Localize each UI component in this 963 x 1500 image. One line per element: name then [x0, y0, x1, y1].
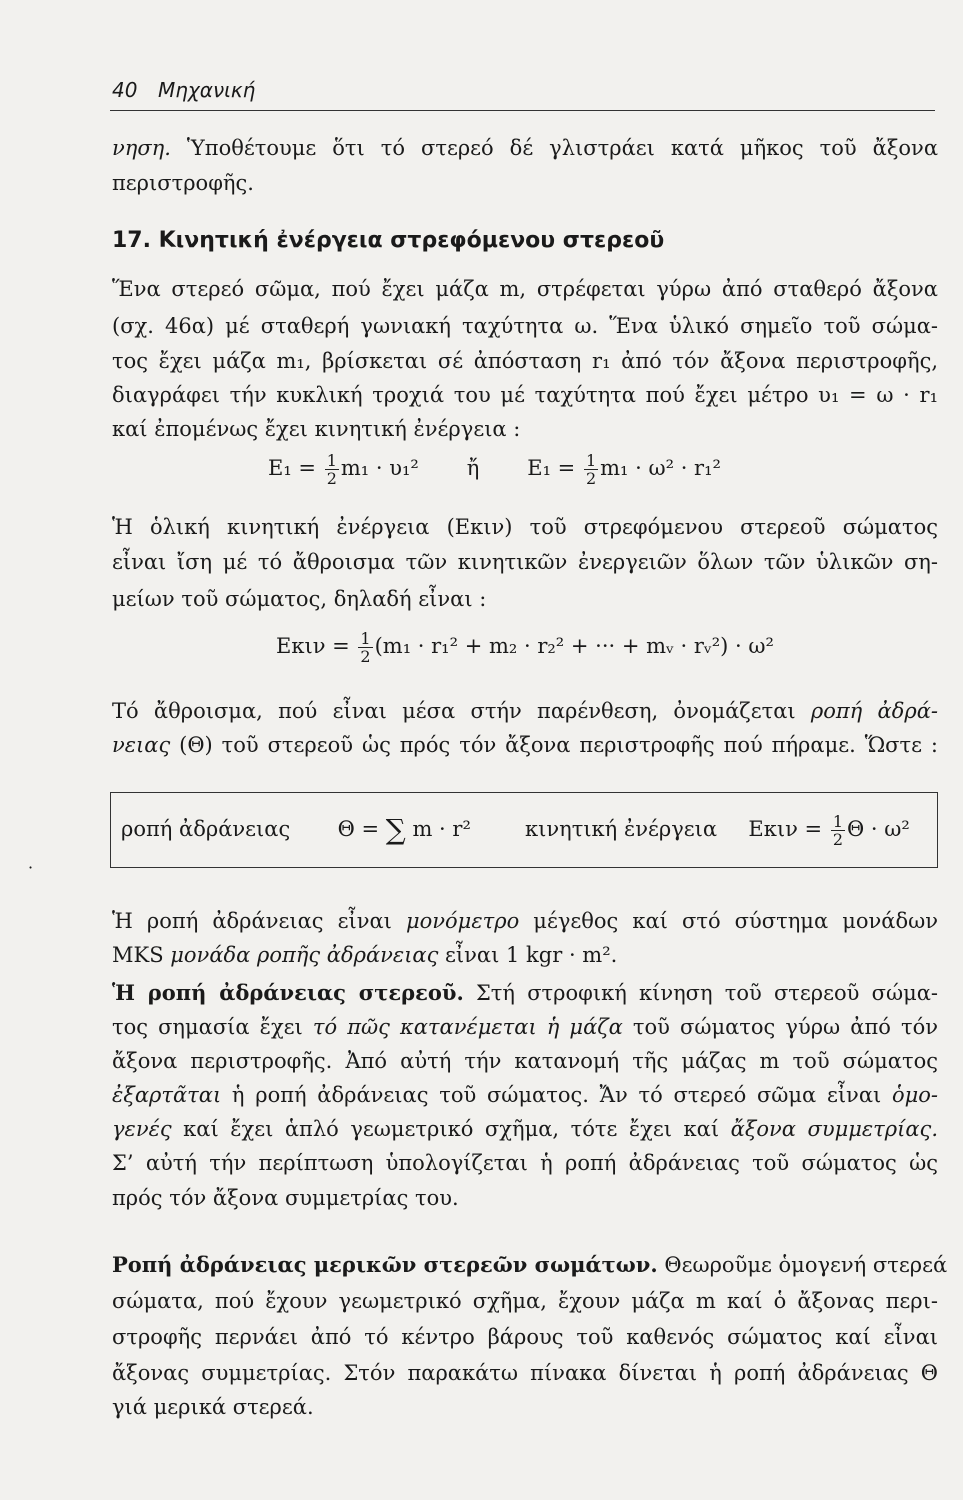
- text-line: Ἡ ροπή ἀδράνειας εἶναι μονόμετρο μέγεθος καί στό σύστημα μονάδων: [112, 909, 938, 933]
- text-line: διαγράφει τήν κυκλική τροχιά του μέ ταχύτητα πού ἔχει μέτρο υ₁ = ω · r₁: [112, 383, 938, 407]
- text-line: στροφῆς περνάει ἀπό τό κέντρο βάρους τοῦ καθενός σώματος καί εἶναι: [112, 1325, 938, 1349]
- text-line: MKS μονάδα ροπῆς ἀδράνειας εἶναι 1 kgr · m².: [112, 943, 618, 967]
- text-line: πρός τόν ἄξονα συμμετρίας του.: [112, 1186, 459, 1210]
- chapter-title: Μηχανική: [158, 78, 256, 102]
- rotational-kinetic-energy-formula: κινητική ἐνέργεια Eκιν = $\frac{1}{2}$ Θ · ω²: [525, 812, 910, 849]
- text-line: σώματα, πού ἔχουν γεωμετρικό σχῆμα, ἔχουν μάζα m καί ὁ ἄξονας περι-: [112, 1289, 938, 1313]
- text-line: ἐξαρτᾶται ἡ ροπή ἀδράνειας τοῦ σώματος. Ἄν τό στερεό σῶμα εἶναι ὁμο-: [112, 1083, 938, 1107]
- text-line: γενές καί ἔχει ἁπλό γεωμετρικό σχῆμα, τότε ἔχει καί ἄξονα συμμετρίας.: [112, 1117, 938, 1141]
- text-line: Τό ἄθροισμα, πού εἶναι μέσα στήν παρένθεση, ὀνομάζεται ροπή ἀδρά-: [112, 699, 938, 723]
- text-line: νειας (Θ) τοῦ στερεοῦ ὡς πρός τόν ἄξονα περιστροφῆς πού πήραμε. Ὥστε :: [112, 733, 938, 757]
- text-line: τος σημασία ἔχει τό πῶς κατανέμεται ἡ μάζα τοῦ σώματος γύρω ἀπό τόν: [112, 1015, 938, 1039]
- text-line: νηση. Ὑποθέτουμε ὅτι τό στερεό δέ γλιστράει κατά μῆκος τοῦ ἄξονα: [112, 136, 938, 160]
- text-line: τος ἔχει μάζα m₁, βρίσκεται σέ ἀπόσταση r₁ ἀπό τόν ἄξονα περιστροφῆς,: [112, 349, 938, 373]
- text-line: μείων τοῦ σώματος, δηλαδή εἶναι :: [112, 587, 487, 611]
- page-number: 40: [112, 78, 138, 102]
- running-header: [110, 74, 935, 111]
- text-line: Ἡ ὁλική κινητική ἐνέργεια (Eκιν) τοῦ στρεφόμενου στερεοῦ σώματος: [112, 515, 938, 539]
- text-line: ἄξονα περιστροφῆς. Ἀπό αὐτή τήν κατανομή τῆς μάζας m τοῦ σώματος: [112, 1049, 938, 1073]
- text-line: Ροπή ἀδράνειας μερικῶν στερεῶν σωμάτων. Θεωροῦμε ὁμογενή στερεά: [112, 1252, 948, 1277]
- text-line: γιά μερικά στερεά.: [112, 1395, 314, 1419]
- text-line: ἄξονας συμμετρίας. Στόν παρακάτω πίνακα δίνεται ἡ ροπή ἀδράνειας Θ: [112, 1361, 938, 1385]
- section-heading: 17. Κινητική ἐνέργεια στρεφόμενου στερεοῦ: [112, 228, 665, 253]
- formula-total-kinetic: Eκιν = $\frac{1}{2}$ (m₁ · r₁² + m₂ · r₂² + ··· + mᵥ · rᵥ²) · ω²: [276, 629, 774, 666]
- margin-mark: ·: [28, 858, 34, 877]
- formula-kinetic-point: E₁ = $\frac{1}{2}$ m₁ · υ₁² ἤ E₁ = $\frac{1}{2}$ m₁ · ω² · r₁²: [268, 451, 721, 488]
- text-line: εἶναι ἴση μέ τό ἄθροισμα τῶν κινητικῶν ἐνεργειῶν ὅλων τῶν ὑλικῶν ση-: [112, 550, 938, 574]
- text-line: Σ’ αὐτή τήν περίπτωση ὑπολογίζεται ἡ ροπή ἀδράνειας τοῦ σώματος ὡς: [112, 1151, 938, 1175]
- text-line: Ἡ ροπή ἀδράνειας στερεοῦ. Στή στροφική κίνηση τοῦ στερεοῦ σώμα-: [112, 980, 938, 1005]
- text-line: καί ἐπομένως ἔχει κινητική ἐνέργεια :: [112, 417, 521, 441]
- key-formulas-box: [110, 792, 938, 868]
- moment-of-inertia-formula: ροπή ἀδράνειας Θ = ∑ m · r²: [121, 813, 471, 846]
- text-line: Ἕνα στερεό σῶμα, πού ἔχει μάζα m, στρέφεται γύρω ἀπό σταθερό ἄξονα: [112, 277, 938, 301]
- text-line: (σχ. 46α) μέ σταθερή γωνιακή ταχύτητα ω. Ἕνα ὑλικό σημεῖο τοῦ σώμα-: [112, 314, 938, 338]
- text-line: περιστροφῆς.: [112, 171, 254, 195]
